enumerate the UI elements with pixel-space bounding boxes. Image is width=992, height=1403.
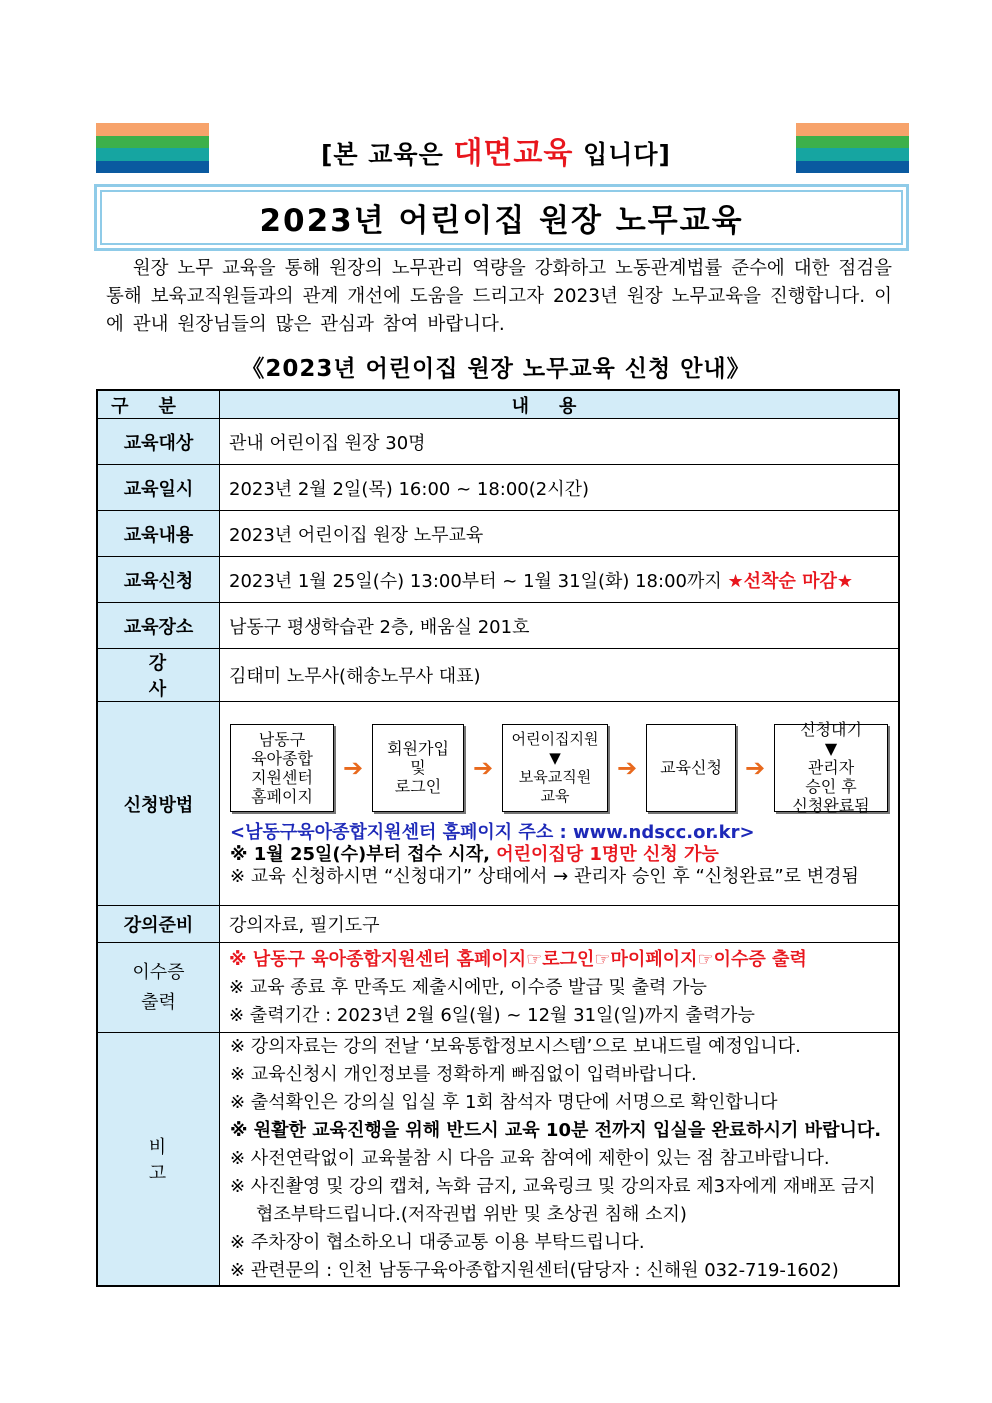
row-label: 교육일시 xyxy=(97,465,220,511)
remark-item: ※ 사진촬영 및 강의 캡쳐, 녹화 금지, 교육링크 및 강의자료 제3자에게 재배포 금지 협조부탁드립니다.(저작권법 위반 및 초상권 침해 소지) xyxy=(230,1176,876,1225)
table-row xyxy=(97,511,899,557)
notice-heading xyxy=(0,128,992,172)
table-row xyxy=(97,557,899,603)
table-row xyxy=(97,465,899,511)
intro-text: 원장 노무 교육을 통해 원장의 노무관리 역량을 강화하고 노동관계법률 준수에 대한 점검을 통해 보육교직원들과의 관계 개선에 도움을 드리고자 2023년 원장 노무교육을 진행합니다. 이에 관내 원장님들의 많은 관심과 참여 바랍니다. xyxy=(106,258,892,335)
row-label: 교육장소 xyxy=(97,603,220,649)
table-row xyxy=(97,906,899,943)
remarks-cell xyxy=(220,1033,900,1287)
flow-step-apply: 교육신청 xyxy=(646,724,736,812)
table-row xyxy=(97,603,899,649)
remarks-row xyxy=(97,1033,899,1287)
arrow-icon: ➔ xyxy=(744,753,766,782)
header-label-cell: 구분 xyxy=(97,390,220,419)
notice-suffix: 입니다] xyxy=(583,140,671,169)
section-subtitle: 《2023년 어린이집 원장 노무교육 신청 안내》 xyxy=(241,356,751,382)
row-value: 2023년 어린이집 원장 노무교육 xyxy=(220,511,900,557)
remark-item: ※ 강의자료는 강의 전날 ‘보육통합정보시스템’으로 보내드릴 예정입니다. xyxy=(230,1036,801,1057)
remark-item: ※ 사전연락없이 교육불참 시 다음 교육 참여에 제한이 있는 점 참고바랍니다. xyxy=(230,1148,830,1169)
homepage-url-line: <남동구육아종합지원센터 홈페이지 주소 : www.ndscc.or.kr> xyxy=(230,821,755,843)
remark-item: ※ 주차장이 협소하오니 대중교통 이용 부탁드립니다. xyxy=(230,1232,645,1253)
row-label: 강의준비 xyxy=(97,906,220,943)
row-label: 이수증 출력 xyxy=(97,943,220,1033)
method-note-2: ※ 교육 신청하시면 “신청대기” 상태에서 → 관리자 승인 후 “신청완료”로 변경됨 xyxy=(230,865,859,887)
arrow-icon: ➔ xyxy=(616,753,638,782)
method-note-1: ※ 1월 25일(수)부터 접수 시작, 어린이집당 1명만 신청 가능 xyxy=(230,843,719,865)
row-label: 교육대상 xyxy=(97,419,220,465)
header-content-cell: 내용 xyxy=(220,390,900,419)
application-flow xyxy=(230,720,890,815)
row-value: 강의자료, 필기도구 xyxy=(220,906,900,943)
row-label: 교육내용 xyxy=(97,511,220,557)
method-row xyxy=(97,702,899,906)
row-value: 남동구 평생학습관 2층, 배움실 201호 xyxy=(220,603,900,649)
row-value: 관내 어린이집 원장 30명 xyxy=(220,419,900,465)
remark-item: ※ 원활한 교육진행을 위해 반드시 교육 10분 전까지 입실을 완료하시기 바랍니다. xyxy=(230,1120,882,1141)
arrow-icon: ➔ xyxy=(342,753,364,782)
info-table xyxy=(96,389,900,1287)
first-come-badge: ★선착순 마감★ xyxy=(727,570,853,592)
remark-item: ※ 관련문의 : 인천 남동구육아종합지원센터(담당자 : 신해원 032-719-1602) xyxy=(230,1260,839,1281)
row-label: 교육신청 xyxy=(97,557,220,603)
row-label: 신청방법 xyxy=(97,702,220,906)
table-row xyxy=(97,419,899,465)
certificate-row xyxy=(97,943,899,1033)
remark-item: ※ 출석확인은 강의실 입실 후 1회 참석자 명단에 서명으로 확인합니다 xyxy=(230,1092,778,1113)
title-box xyxy=(94,184,909,251)
row-label: 강사 xyxy=(97,649,220,702)
certificate-line-2: ※ 교육 종료 후 만족도 제출시에만, 이수증 발급 및 출력 가능 xyxy=(229,976,707,998)
remark-item: ※ 교육신청시 개인정보를 정확하게 빠짐없이 입력바랍니다. xyxy=(230,1064,697,1085)
row-value: 김태미 노무사(해송노무사 대표) xyxy=(220,649,900,702)
flow-step-homepage: 남동구 육아종합 지원센터 홈페이지 xyxy=(230,724,334,812)
table-row xyxy=(97,649,899,702)
page-title: 2023년 어린이집 원장 노무교육 xyxy=(100,190,903,245)
row-value: 2023년 2월 2일(목) 16:00 ~ 18:00(2시간) xyxy=(220,465,900,511)
flow-step-approval: 신청대기 ▼ 관리자 승인 후 신청완료됨 xyxy=(774,724,888,812)
row-label: 비고 xyxy=(97,1033,220,1287)
arrow-icon: ➔ xyxy=(472,753,494,782)
table-header-row xyxy=(97,390,899,419)
flow-step-login: 회원가입 및 로그인 xyxy=(372,724,464,812)
flow-step-daycare-support: 어린이집지원 ▼ 보육교직원 교육 xyxy=(502,724,608,812)
certificate-line-1: ※ 남동구 육아종합지원센터 홈페이지☞로그인☞마이페이지☞이수증 출력 xyxy=(229,948,807,970)
application-period: 2023년 1월 25일(수) 13:00부터 ~ 1월 31일(화) 18:00까지 xyxy=(229,570,722,592)
certificate-cell xyxy=(220,943,900,1033)
method-cell xyxy=(220,702,900,906)
notice-prefix: [본 교육은 xyxy=(321,140,444,169)
intro-paragraph xyxy=(106,255,892,339)
notice-highlight: 대면교육 xyxy=(453,136,574,171)
certificate-line-3: ※ 출력기간 : 2023년 2월 6일(월) ~ 12월 31일(일)까지 출력가능 xyxy=(229,1004,755,1026)
row-value xyxy=(220,557,900,603)
